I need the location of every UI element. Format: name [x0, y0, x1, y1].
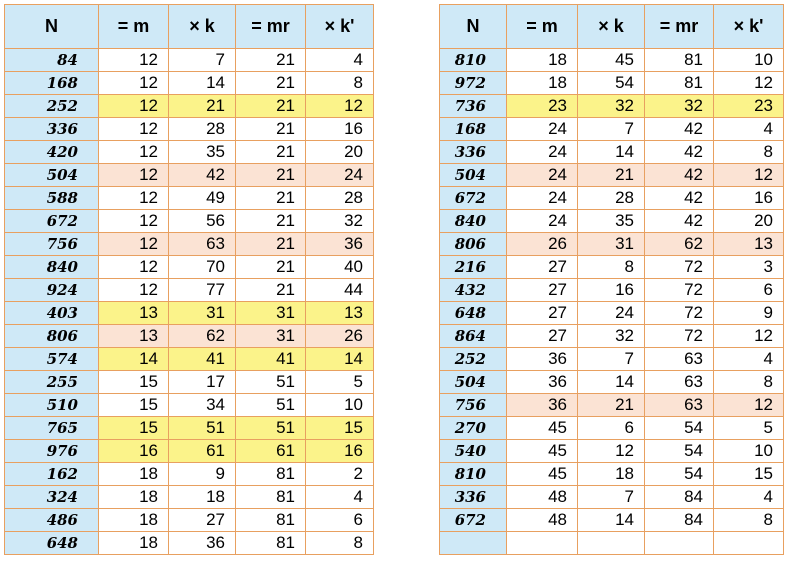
cell-mr: 21: [236, 49, 306, 72]
cell-k-prime: 4: [714, 486, 784, 509]
cell-k: 9: [169, 463, 236, 486]
cell-m: 36: [507, 394, 578, 417]
cell-k-prime: 20: [714, 210, 784, 233]
cell-k-prime: 10: [306, 394, 374, 417]
cell-k-prime: 2: [306, 463, 374, 486]
cell-k: 63: [169, 233, 236, 256]
cell-k-prime: 12: [714, 164, 784, 187]
cell-n: 486: [5, 509, 99, 532]
cell-mr: 63: [645, 348, 714, 371]
cell-n: 736: [440, 95, 507, 118]
cell-k-prime: 13: [714, 233, 784, 256]
cell-m: 45: [507, 417, 578, 440]
cell-m: 24: [507, 118, 578, 141]
cell-n: 504: [440, 371, 507, 394]
cell-k-prime: 12: [714, 325, 784, 348]
cell-mr: 72: [645, 325, 714, 348]
cell-n: 672: [5, 210, 99, 233]
cell-k-prime: [714, 532, 784, 555]
cell-k: 16: [578, 279, 645, 302]
cell-mr: [645, 532, 714, 555]
cell-k: 34: [169, 394, 236, 417]
cell-k: 21: [169, 95, 236, 118]
cell-mr: 21: [236, 164, 306, 187]
cell-k-prime: 28: [306, 187, 374, 210]
cell-m: 16: [99, 440, 169, 463]
table-row: [5, 279, 374, 302]
cell-n: 216: [440, 256, 507, 279]
cell-n: 510: [5, 394, 99, 417]
table-row: [440, 95, 784, 118]
cell-n: 252: [5, 95, 99, 118]
cell-m: 12: [99, 141, 169, 164]
table-row: [440, 279, 784, 302]
cell-n: 504: [440, 164, 507, 187]
cell-n: 864: [440, 325, 507, 348]
cell-m: 12: [99, 256, 169, 279]
cell-m: 27: [507, 325, 578, 348]
cell-k: 70: [169, 256, 236, 279]
cell-n: [440, 532, 507, 555]
cell-n: 756: [5, 233, 99, 256]
cell-mr: 81: [236, 532, 306, 555]
cell-k-prime: 12: [306, 95, 374, 118]
cell-mr: 41: [236, 348, 306, 371]
header-mr: = mr: [236, 5, 306, 49]
cell-k-prime: 24: [306, 164, 374, 187]
cell-n: 324: [5, 486, 99, 509]
table-row: [5, 233, 374, 256]
cell-mr: 81: [236, 463, 306, 486]
cell-k: 36: [169, 532, 236, 555]
cell-m: 45: [507, 440, 578, 463]
cell-k-prime: 4: [306, 49, 374, 72]
cell-k-prime: 36: [306, 233, 374, 256]
cell-mr: 21: [236, 95, 306, 118]
cell-k: 14: [578, 141, 645, 164]
table-row: [5, 210, 374, 233]
cell-mr: 21: [236, 233, 306, 256]
table-row: [440, 394, 784, 417]
cell-k: 31: [169, 302, 236, 325]
cell-mr: 21: [236, 118, 306, 141]
table-row: [5, 394, 374, 417]
cell-k: 62: [169, 325, 236, 348]
cell-mr: 81: [236, 509, 306, 532]
cell-m: 15: [99, 417, 169, 440]
cell-mr: 21: [236, 279, 306, 302]
cell-m: 18: [99, 463, 169, 486]
cell-m: 12: [99, 279, 169, 302]
cell-m: 12: [99, 95, 169, 118]
cell-n: 806: [5, 325, 99, 348]
cell-mr: 32: [645, 95, 714, 118]
table-row: [5, 463, 374, 486]
table-row: [440, 187, 784, 210]
table-row: [5, 417, 374, 440]
cell-k-prime: 9: [714, 302, 784, 325]
cell-n: 976: [5, 440, 99, 463]
cell-m: 45: [507, 463, 578, 486]
cell-mr: 31: [236, 302, 306, 325]
cell-k-prime: 12: [714, 394, 784, 417]
cell-mr: 62: [645, 233, 714, 256]
cell-n: 672: [440, 187, 507, 210]
cell-mr: 81: [236, 486, 306, 509]
cell-mr: 31: [236, 325, 306, 348]
table-row: [440, 509, 784, 532]
table-row: [440, 49, 784, 72]
cell-k-prime: 6: [714, 279, 784, 302]
cell-k-prime: 5: [714, 417, 784, 440]
table-row: [440, 486, 784, 509]
table-row: [440, 440, 784, 463]
table-row: [440, 417, 784, 440]
table-row: [440, 233, 784, 256]
table-row: [5, 371, 374, 394]
table-row: [5, 95, 374, 118]
table-row: [5, 256, 374, 279]
cell-mr: 63: [645, 394, 714, 417]
cell-n: 336: [5, 118, 99, 141]
cell-m: 26: [507, 233, 578, 256]
cell-n: 672: [440, 509, 507, 532]
cell-k-prime: 4: [306, 486, 374, 509]
cell-k: 51: [169, 417, 236, 440]
cell-m: 27: [507, 279, 578, 302]
cell-k-prime: 10: [714, 440, 784, 463]
cell-n: 924: [5, 279, 99, 302]
table-row: [5, 486, 374, 509]
cell-k: 7: [578, 486, 645, 509]
cell-k: 61: [169, 440, 236, 463]
header-m: = m: [99, 5, 169, 49]
cell-n: 403: [5, 302, 99, 325]
cell-mr: 42: [645, 210, 714, 233]
cell-m: 15: [99, 394, 169, 417]
cell-m: 24: [507, 164, 578, 187]
left-table: [4, 4, 374, 555]
cell-n: 806: [440, 233, 507, 256]
cell-k: 14: [578, 371, 645, 394]
table-row: [5, 72, 374, 95]
cell-k-prime: 14: [306, 348, 374, 371]
cell-n: 810: [440, 49, 507, 72]
cell-mr: 21: [236, 256, 306, 279]
cell-k: 6: [578, 417, 645, 440]
table-row: [440, 210, 784, 233]
cell-m: 14: [99, 348, 169, 371]
cell-mr: 54: [645, 417, 714, 440]
cell-m: 12: [99, 210, 169, 233]
header-m: = m: [507, 5, 578, 49]
cell-m: 23: [507, 95, 578, 118]
table-row: [5, 164, 374, 187]
cell-k: 14: [169, 72, 236, 95]
cell-n: 162: [5, 463, 99, 486]
cell-mr: 61: [236, 440, 306, 463]
cell-k-prime: 15: [714, 463, 784, 486]
table-row: [5, 49, 374, 72]
cell-k-prime: 32: [306, 210, 374, 233]
table-row: [5, 302, 374, 325]
cell-k: 12: [578, 440, 645, 463]
cell-n: 648: [5, 532, 99, 555]
cell-k-prime: 44: [306, 279, 374, 302]
cell-mr: 51: [236, 371, 306, 394]
cell-k-prime: 20: [306, 141, 374, 164]
cell-k-prime: 23: [714, 95, 784, 118]
right-table: [439, 4, 784, 555]
cell-k-prime: 8: [306, 532, 374, 555]
cell-mr: 72: [645, 302, 714, 325]
header-n: N: [440, 5, 507, 49]
cell-k-prime: 16: [306, 118, 374, 141]
cell-m: 13: [99, 325, 169, 348]
cell-k-prime: 8: [306, 72, 374, 95]
table-row: [5, 325, 374, 348]
table-row: [440, 371, 784, 394]
cell-k-prime: 8: [714, 371, 784, 394]
cell-k: 41: [169, 348, 236, 371]
cell-n: 574: [5, 348, 99, 371]
cell-k-prime: 26: [306, 325, 374, 348]
cell-k: 7: [578, 348, 645, 371]
cell-k-prime: 40: [306, 256, 374, 279]
cell-mr: 54: [645, 463, 714, 486]
cell-k: 18: [169, 486, 236, 509]
cell-mr: 42: [645, 187, 714, 210]
cell-n: 765: [5, 417, 99, 440]
cell-m: 12: [99, 187, 169, 210]
table-row: [440, 348, 784, 371]
cell-k: 27: [169, 509, 236, 532]
cell-mr: 84: [645, 509, 714, 532]
cell-n: 504: [5, 164, 99, 187]
cell-k: 24: [578, 302, 645, 325]
table-row: [5, 509, 374, 532]
cell-mr: 42: [645, 141, 714, 164]
cell-k: 45: [578, 49, 645, 72]
table-row: [5, 187, 374, 210]
cell-m: 48: [507, 509, 578, 532]
table-row: [440, 532, 784, 555]
header-k: × k: [578, 5, 645, 49]
header-mr: = mr: [645, 5, 714, 49]
cell-n: 756: [440, 394, 507, 417]
cell-k-prime: 10: [714, 49, 784, 72]
cell-k: 42: [169, 164, 236, 187]
cell-n: 840: [5, 256, 99, 279]
table-row: [440, 72, 784, 95]
cell-k: 54: [578, 72, 645, 95]
cell-k: 7: [169, 49, 236, 72]
cell-k-prime: 13: [306, 302, 374, 325]
cell-m: 12: [99, 49, 169, 72]
cell-k: 32: [578, 325, 645, 348]
cell-mr: 63: [645, 371, 714, 394]
cell-mr: 81: [645, 49, 714, 72]
cell-k-prime: 5: [306, 371, 374, 394]
cell-n: 648: [440, 302, 507, 325]
cell-k: 17: [169, 371, 236, 394]
table-row: [440, 302, 784, 325]
cell-m: 18: [507, 72, 578, 95]
cell-m: 15: [99, 371, 169, 394]
cell-n: 84: [5, 49, 99, 72]
cell-mr: 21: [236, 210, 306, 233]
cell-k-prime: 4: [714, 348, 784, 371]
table-row: [440, 141, 784, 164]
cell-n: 432: [440, 279, 507, 302]
cell-n: 336: [440, 141, 507, 164]
header-k: × k: [169, 5, 236, 49]
table-row: [440, 325, 784, 348]
cell-m: 24: [507, 210, 578, 233]
table-row: [5, 532, 374, 555]
cell-n: 840: [440, 210, 507, 233]
cell-k: 21: [578, 394, 645, 417]
cell-mr: 72: [645, 256, 714, 279]
cell-k-prime: 8: [714, 509, 784, 532]
cell-k-prime: 8: [714, 141, 784, 164]
cell-m: 27: [507, 256, 578, 279]
cell-m: 24: [507, 187, 578, 210]
header-k-prime: × k': [714, 5, 784, 49]
cell-k: 32: [578, 95, 645, 118]
cell-k: 28: [169, 118, 236, 141]
table-row: [440, 256, 784, 279]
cell-mr: 42: [645, 118, 714, 141]
table-row: [440, 164, 784, 187]
cell-k: 35: [578, 210, 645, 233]
cell-k: 56: [169, 210, 236, 233]
cell-m: 13: [99, 302, 169, 325]
cell-n: 420: [5, 141, 99, 164]
cell-n: 252: [440, 348, 507, 371]
cell-m: 18: [99, 486, 169, 509]
cell-n: 270: [440, 417, 507, 440]
cell-k: 28: [578, 187, 645, 210]
cell-k: [578, 532, 645, 555]
cell-mr: 51: [236, 417, 306, 440]
cell-m: 18: [99, 532, 169, 555]
cell-n: 540: [440, 440, 507, 463]
cell-n: 255: [5, 371, 99, 394]
header-k-prime: × k': [306, 5, 374, 49]
cell-k-prime: 6: [306, 509, 374, 532]
header-n: N: [5, 5, 99, 49]
cell-m: 12: [99, 164, 169, 187]
cell-m: [507, 532, 578, 555]
cell-mr: 21: [236, 187, 306, 210]
cell-m: 24: [507, 141, 578, 164]
cell-mr: 54: [645, 440, 714, 463]
cell-k: 77: [169, 279, 236, 302]
cell-k-prime: 15: [306, 417, 374, 440]
cell-k-prime: 3: [714, 256, 784, 279]
cell-m: 48: [507, 486, 578, 509]
table-row: [440, 463, 784, 486]
cell-m: 18: [507, 49, 578, 72]
cell-mr: 21: [236, 141, 306, 164]
cell-k: 14: [578, 509, 645, 532]
cell-k-prime: 16: [306, 440, 374, 463]
cell-n: 336: [440, 486, 507, 509]
cell-mr: 81: [645, 72, 714, 95]
cell-k: 35: [169, 141, 236, 164]
cell-m: 12: [99, 72, 169, 95]
cell-k-prime: 16: [714, 187, 784, 210]
header-row: [440, 5, 784, 49]
cell-m: 36: [507, 348, 578, 371]
cell-n: 972: [440, 72, 507, 95]
cell-m: 12: [99, 118, 169, 141]
table-row: [5, 348, 374, 371]
cell-n: 168: [440, 118, 507, 141]
cell-n: 588: [5, 187, 99, 210]
table-row: [5, 141, 374, 164]
cell-k: 49: [169, 187, 236, 210]
table-row: [5, 118, 374, 141]
cell-k: 21: [578, 164, 645, 187]
table-row: [440, 118, 784, 141]
cell-k-prime: 12: [714, 72, 784, 95]
header-row: [5, 5, 374, 49]
cell-mr: 21: [236, 72, 306, 95]
cell-k: 31: [578, 233, 645, 256]
cell-n: 168: [5, 72, 99, 95]
cell-k: 8: [578, 256, 645, 279]
cell-n: 810: [440, 463, 507, 486]
cell-m: 18: [99, 509, 169, 532]
cell-m: 12: [99, 233, 169, 256]
cell-mr: 51: [236, 394, 306, 417]
cell-mr: 84: [645, 486, 714, 509]
cell-k: 7: [578, 118, 645, 141]
cell-k-prime: 4: [714, 118, 784, 141]
cell-mr: 72: [645, 279, 714, 302]
cell-m: 36: [507, 371, 578, 394]
cell-mr: 42: [645, 164, 714, 187]
cell-m: 27: [507, 302, 578, 325]
table-row: [5, 440, 374, 463]
cell-k: 18: [578, 463, 645, 486]
